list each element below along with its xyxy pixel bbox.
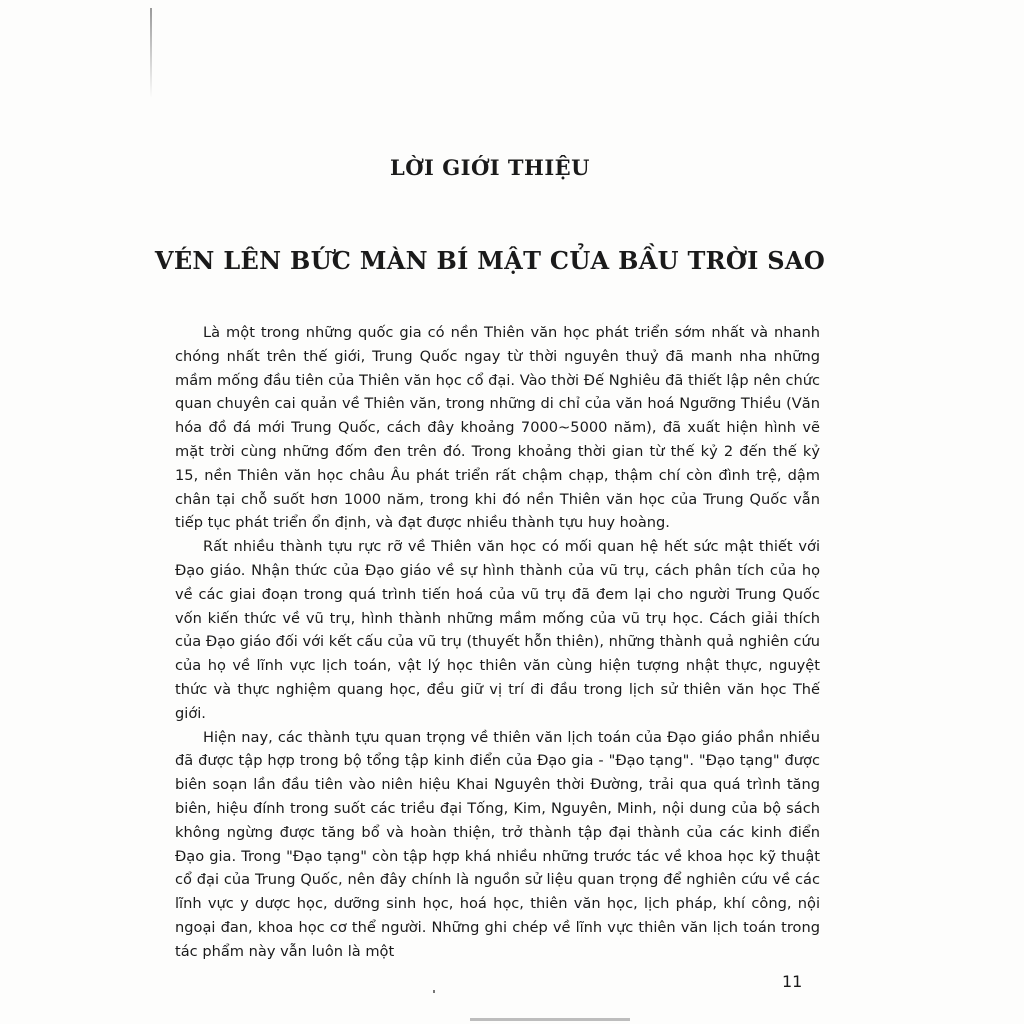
page-number: 11 bbox=[782, 972, 803, 991]
paragraph-3: Hiện nay, các thành tựu quan trọng về thiên văn lịch toán của Đạo giáo phần nhiều đã được tập hợp trong bộ tổng tập kinh điển của Đạo gia - "Đạo tạng". "Đạo tạng" được biên soạn lần đầu tiên vào niên hiệu Khai Nguyên thời Đường, trải qua quá trình tăng biên, hiệu đính trong suốt các triều đại Tống, Kim, Nguyên, Minh, nội dung của bộ sách không ngừng được tăng bổ và hoàn thiện, trở thành tập đại thành của các kinh điển Đạo gia. Trong "Đạo tạng" còn tập hợp khá nhiều những trước tác về khoa học kỹ thuật cổ đại của Trung Quốc, nên đây chính là nguồn sử liệu quan trọng để nghiên cứu về các lĩnh vực y dược học, dưỡng sinh học, hoá học, thiên văn học, lịch pháp, khí công, nội ngoại đan, khoa học cơ thể người. Những ghi chép về lĩnh vực thiên văn lịch toán trong tác phẩm này vẫn luôn là một bbox=[175, 728, 820, 960]
chapter-title: VÉN LÊN BỨC MÀN BÍ MẬT CỦA BẦU TRỜI SAO bbox=[154, 246, 826, 275]
page-edge-mark bbox=[150, 8, 152, 98]
print-speck bbox=[433, 990, 435, 993]
page-bottom-shadow bbox=[470, 1018, 630, 1021]
paragraph-2: Rất nhiều thành tựu rực rỡ về Thiên văn học có mối quan hệ hết sức mật thiết với Đạo giáo. Nhận thức của Đạo giáo về sự hình thành của vũ trụ, cách phân tích của họ về các giai đoạn trong quá trình tiến hoá của vũ trụ đã đem lại cho người Trung Quốc vốn kiến thức về vũ trụ, hình thành những mầm mống của vũ trụ học. Cách giải thích của Đạo giáo đối với kết cấu của vũ trụ (thuyết hỗn thiên), những thành quả nghiên cứu của họ về lĩnh vực lịch toán, vật lý học thiên văn cùng hiện tượng nhật thực, nguyệt thức và thực nghiệm quang học, đều giữ vị trí đi đầu trong lịch sử thiên văn học Thế giới. bbox=[175, 538, 820, 722]
intro-heading: LỜI GIỚI THIỆU bbox=[390, 155, 590, 180]
body-text bbox=[175, 321, 820, 964]
paragraph-1: Là một trong những quốc gia có nền Thiên văn học phát triển sớm nhất và nhanh chóng nhất trên thế giới, Trung Quốc ngay từ thời nguyên thuỷ đã manh nha những mầm mống đầu tiên của Thiên văn học cổ đại. Vào thời Đế Nghiêu đã thiết lập nên chức quan chuyên cai quản về Thiên văn, trong những di chỉ của văn hoá Ngưỡng Thiều (Văn hóa đồ đá mới Trung Quốc, cách đây khoảng 7000~5000 năm), đã xuất hiện hình vẽ mặt trời cùng những đốm đen trên đó. Trong khoảng thời gian từ thế kỷ 2 đến thế kỷ 15, nền Thiên văn học châu Âu phát triển rất chậm chạp, thậm chí còn đình trệ, dậm chân tại chỗ suốt hơn 1000 năm, trong khi đó nền Thiên văn học của Trung Quốc vẫn tiếp tục phát triển ổn định, và đạt được nhiều thành tựu huy hoàng. bbox=[175, 324, 820, 532]
